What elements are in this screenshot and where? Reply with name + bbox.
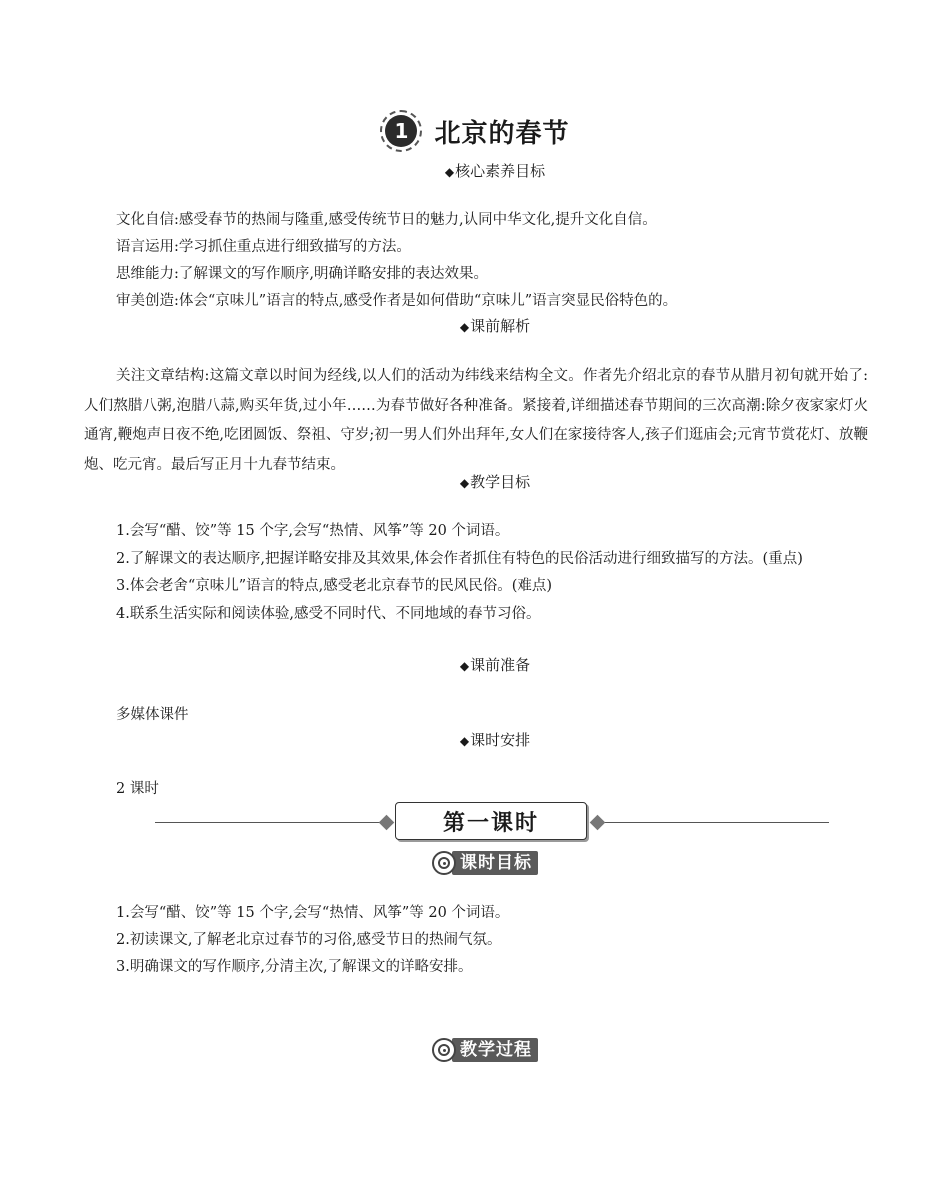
section-heading-teaching-goals: ◆教学目标 [459, 473, 531, 491]
section-heading-core-goals: ◆核心素养目标 [444, 162, 546, 180]
teaching-goal-item: 2.了解课文的表达顺序,把握详略安排及其效果,体会作者抓住有特色的民俗活动进行细致描写的方法。(重点) [116, 550, 803, 567]
core-goal-item: 审美创造:体会“京味儿”语言的特点,感受作者是如何借助“京味儿”语言突显民俗特色的。 [116, 293, 678, 309]
lesson-goal-item: 3.明确课文的写作顺序,分清主次,了解课文的详略安排。 [116, 959, 473, 975]
lesson-goal-item: 1.会写“醋、饺”等 15 个字,会写“热情、风筝”等 20 个词语。 [116, 905, 510, 921]
diamond-bullet-icon: ◆ [459, 320, 470, 334]
preparation-text: 多媒体课件 [116, 707, 189, 723]
divider-line-right [597, 822, 829, 823]
teaching-goal-item: 1.会写“醋、饺”等 15 个字,会写“热情、风筝”等 20 个词语。 [116, 523, 510, 539]
section-heading-pre-analysis: ◆课前解析 [459, 317, 531, 335]
lesson-goals-tag-label: 课时目标 [452, 851, 538, 875]
section-heading-preparation: ◆课前准备 [459, 656, 531, 674]
lesson-one-label: 第一课时 [395, 802, 587, 840]
teaching-process-tag [432, 1037, 538, 1063]
core-goal-item: 语言运用:学习抓住重点进行细致描写的方法。 [116, 239, 411, 255]
lesson-goals-list [116, 900, 876, 981]
divider-diamond-right [590, 815, 606, 831]
core-goal-item: 思维能力:了解课文的写作顺序,明确详略安排的表达效果。 [116, 266, 488, 282]
divider-line-left [155, 822, 385, 823]
lesson-goal-item: 2.初读课文,了解老北京过春节的习俗,感受节日的热闹气氛。 [116, 932, 502, 948]
page-title: 北京的春节 [434, 118, 570, 149]
lesson-goals-tag [432, 850, 538, 876]
divider-diamond-left [379, 815, 395, 831]
teaching-goal-item: 3.体会老舍“京味儿”语言的特点,感受老北京春节的民风民俗。(难点) [116, 578, 553, 594]
teaching-goals-list [84, 518, 868, 628]
teaching-goal-item: 4.联系生活实际和阅读体验,感受不同时代、不同地域的春节习俗。 [116, 605, 541, 622]
section-heading-schedule: ◆课时安排 [459, 731, 531, 749]
schedule-text: 2 课时 [116, 781, 159, 797]
pre-analysis-text: 关注文章结构:这篇文章以时间为经线,以人们的活动为纬线来结构全文。作者先介绍北京的春节从腊月初旬就开始了:人们熬腊八粥,泡腊八蒜,购买年货,过小年……为春节做好各种准备。紧接着,详细描述春节期间的三次高潮:除夕夜家家灯火通宵,鞭炮声日夜不绝,吃团圆饭、祭祖、守岁;初一男人们外出拜年,女人们在家接待客人,孩子们逛庙会;元宵节赏花灯、放鞭炮、吃元宵。最后写正月十九春节结束。 [84, 368, 868, 473]
target-icon [432, 851, 456, 875]
diamond-bullet-icon: ◆ [459, 734, 470, 748]
core-goal-item: 文化自信:感受春节的热闹与隆重,感受传统节日的魅力,认同中华文化,提升文化自信。 [116, 212, 657, 228]
diamond-bullet-icon: ◆ [459, 476, 470, 490]
diamond-bullet-icon: ◆ [444, 165, 455, 179]
target-icon [432, 1038, 456, 1062]
teaching-process-tag-label: 教学过程 [452, 1038, 538, 1062]
core-goals-list [116, 207, 876, 315]
lesson-number: 1 [385, 115, 417, 147]
lesson-number-badge [380, 110, 422, 152]
lesson-title-bar [0, 110, 950, 152]
diamond-bullet-icon: ◆ [459, 659, 470, 673]
